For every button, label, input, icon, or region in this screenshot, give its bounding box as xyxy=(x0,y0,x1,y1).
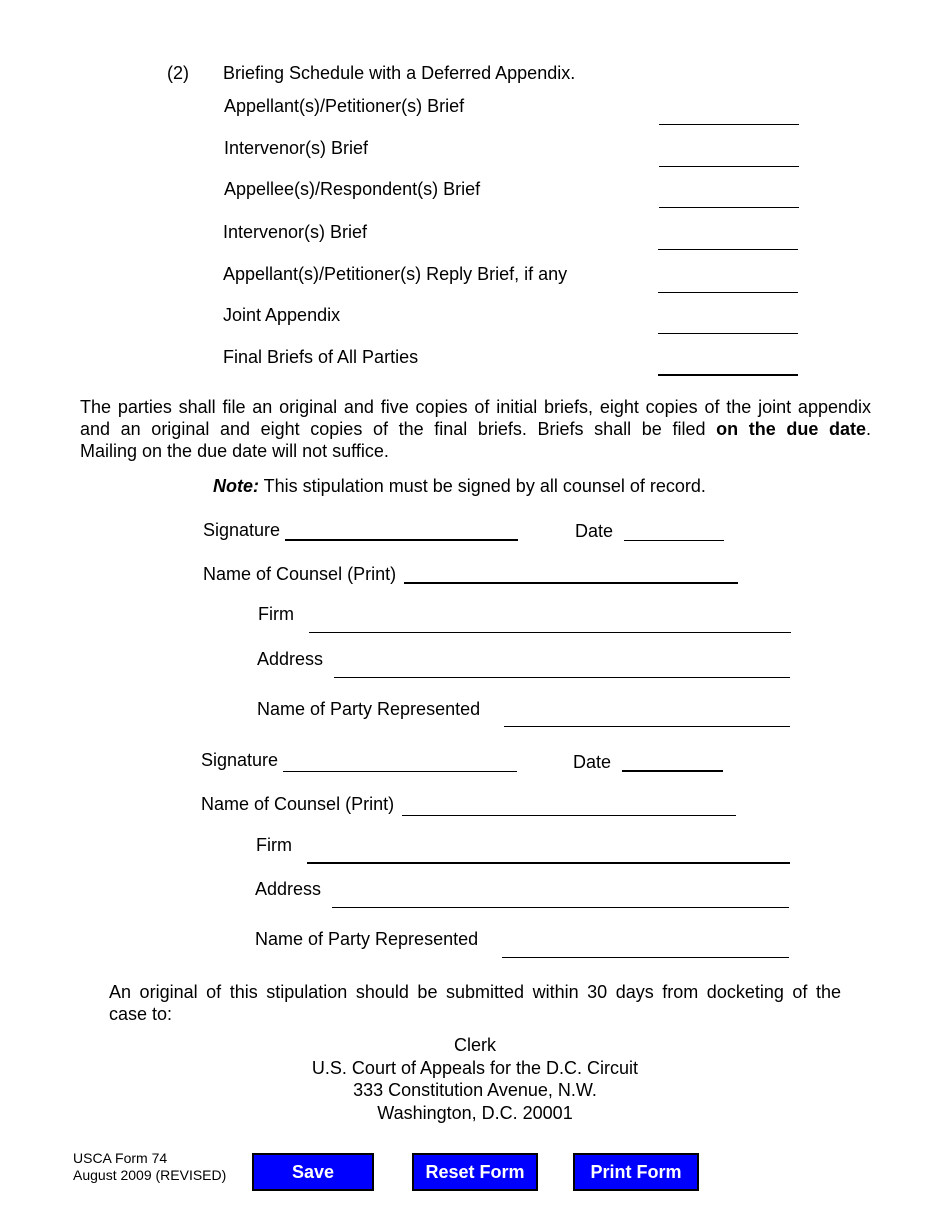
party-label-1: Name of Party Represented xyxy=(257,699,481,719)
party-field-1[interactable] xyxy=(504,726,790,727)
counsel-label-2: Name of Counsel (Print) xyxy=(201,794,395,814)
counsel-name-field-2[interactable] xyxy=(402,815,736,816)
address-label-2: Address xyxy=(255,879,322,899)
save-button[interactable]: Save xyxy=(252,1153,374,1191)
address-line-court: U.S. Court of Appeals for the D.C. Circuit xyxy=(311,1057,639,1078)
date-label-1: Date xyxy=(575,521,614,541)
submission-line-2: case to: xyxy=(109,1004,173,1024)
submission-line-1: An original of this stipulation should be submitted within 30 days from docketing of the xyxy=(109,982,841,1002)
due-date-field-appellant-brief[interactable] xyxy=(659,124,799,125)
instructions-paragraph xyxy=(80,396,871,462)
signature-field-2[interactable] xyxy=(283,771,517,772)
due-date-field-intervenor-brief-1[interactable] xyxy=(659,166,799,167)
firm-label-1: Firm xyxy=(258,604,294,624)
note-label: Note: xyxy=(213,476,259,496)
instructions-line-2-text: and an original and eight copies of the final briefs. Briefs shall be filed xyxy=(80,419,717,439)
party-field-2[interactable] xyxy=(502,957,789,958)
form-name: USCA Form 74 xyxy=(73,1150,168,1166)
row-label-appellant-brief: Appellant(s)/Petitioner(s) Brief xyxy=(224,96,465,116)
address-label-1: Address xyxy=(257,649,324,669)
signature-label-2: Signature xyxy=(201,750,279,770)
row-label-intervenor-brief-2: Intervenor(s) Brief xyxy=(223,222,368,242)
due-date-field-reply-brief[interactable] xyxy=(658,292,798,293)
instructions-line-3: Mailing on the due date will not suffice. xyxy=(80,441,389,461)
firm-label-2: Firm xyxy=(256,835,292,855)
due-date-field-final-briefs[interactable] xyxy=(658,374,798,376)
due-date-field-appellee-brief[interactable] xyxy=(659,207,799,208)
instructions-line-1: The parties shall file an original and five copies of initial briefs, eight copies of the joint appendix xyxy=(80,397,871,417)
instructions-line-2-end: . xyxy=(865,419,871,439)
note-text: This stipulation must be signed by all counsel of record. xyxy=(259,476,706,496)
date-field-2[interactable] xyxy=(622,770,723,772)
address-line-street: 333 Constitution Avenue, N.W. xyxy=(353,1080,597,1100)
firm-field-2[interactable] xyxy=(307,862,790,864)
firm-field-1[interactable] xyxy=(309,632,791,633)
row-label-reply-brief: Appellant(s)/Petitioner(s) Reply Brief, if any xyxy=(223,264,568,284)
row-label-final-briefs: Final Briefs of All Parties xyxy=(223,347,419,367)
signature-field-1[interactable] xyxy=(285,539,518,541)
party-label-2: Name of Party Represented xyxy=(255,929,479,949)
section-title: Briefing Schedule with a Deferred Appendix. xyxy=(223,63,576,83)
date-field-1[interactable] xyxy=(624,540,724,541)
date-label-2: Date xyxy=(573,752,612,772)
counsel-label-1: Name of Counsel (Print) xyxy=(203,564,397,584)
signature-note xyxy=(213,476,706,496)
due-date-emphasis: on the due date xyxy=(716,419,866,439)
print-form-button[interactable]: Print Form xyxy=(573,1153,699,1191)
address-line-city: Washington, D.C. 20001 xyxy=(377,1102,573,1123)
reset-form-button[interactable]: Reset Form xyxy=(412,1153,538,1191)
due-date-field-intervenor-brief-2[interactable] xyxy=(658,249,798,250)
address-field-2[interactable] xyxy=(332,907,789,908)
signature-label-1: Signature xyxy=(203,520,281,540)
submission-paragraph xyxy=(109,981,841,1025)
clerk-address xyxy=(0,1034,950,1124)
counsel-name-field-1[interactable] xyxy=(404,582,738,584)
address-line-clerk: Clerk xyxy=(453,1035,496,1055)
form-identifier xyxy=(73,1150,226,1184)
section-number: (2) xyxy=(167,63,189,83)
address-field-1[interactable] xyxy=(334,677,790,678)
row-label-joint-appendix: Joint Appendix xyxy=(223,305,341,325)
instructions-line-2 xyxy=(80,418,871,440)
row-label-appellee-brief: Appellee(s)/Respondent(s) Brief xyxy=(224,179,481,199)
row-label-intervenor-brief-1: Intervenor(s) Brief xyxy=(224,138,369,158)
form-revision: August 2009 (REVISED) xyxy=(73,1167,227,1183)
due-date-field-joint-appendix[interactable] xyxy=(658,333,798,334)
